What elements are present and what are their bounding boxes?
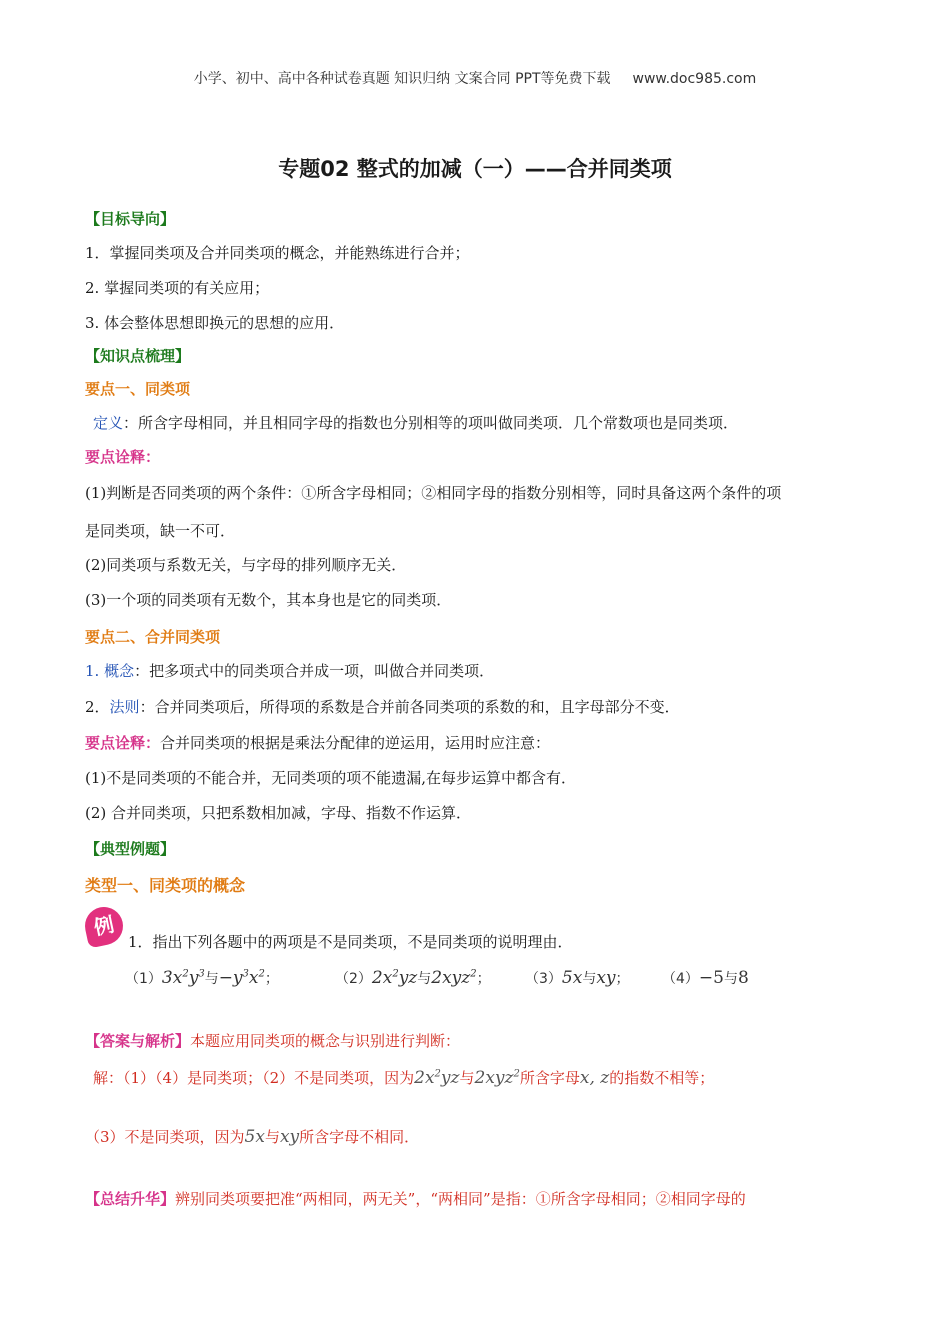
point1-note-3: (3)一个项的同类项有无数个，其本身也是它的同类项． bbox=[85, 591, 452, 609]
answer-tag: 【答案与解析】 bbox=[85, 1032, 191, 1050]
point2-note-1: (1)不是同类项的不能合并，无同类项的项不能遗漏,在每步运算中都含有． bbox=[85, 769, 577, 787]
point1-notes-label: 要点诠释： bbox=[85, 448, 161, 466]
rule-line bbox=[85, 696, 680, 717]
question-1: 1．指出下列各题中的两项是不是同类项，不是同类项的说明理由． bbox=[128, 933, 573, 951]
type1-heading: 类型一、同类项的概念 bbox=[85, 876, 246, 895]
point1-note-1a: (1)判断是否同类项的两个条件：①所含字母相同；②相同字母的指数分别相等，同时具备这两个条件的项 bbox=[85, 484, 782, 502]
question-item-2: $(2)2x^2yz$与2xyz$^2$； bbox=[335, 968, 491, 988]
solution-line-2: （3）不是同类项，因为5x与xy所含字母不相同． bbox=[85, 1127, 420, 1147]
question-item-1: $(1)3x^2y^3$与$-y^3x^2$； bbox=[125, 968, 279, 988]
summary-line bbox=[85, 1188, 746, 1209]
rule-text: ：合并同类项后，所得项的系数是合并前各同类项的系数的和，且字母部分不变． bbox=[139, 698, 680, 716]
knowledge-heading: 【知识点梳理】 bbox=[85, 347, 191, 365]
goal-item-3: 3. 体会整体思想即换元的思想的应用． bbox=[85, 314, 345, 332]
point2-notes-line bbox=[85, 732, 550, 753]
point1-note-2: (2)同类项与系数无关，与字母的排列顺序无关． bbox=[85, 556, 407, 574]
goals-heading: 【目标导向】 bbox=[85, 210, 176, 228]
examples-heading: 【典型例题】 bbox=[85, 840, 176, 858]
definition-line bbox=[93, 412, 738, 433]
definition-label: 定义 bbox=[93, 414, 124, 432]
header-text: 小学、初中、高中各种试卷真题 知识归纳 文案合同 PPT等免费下载 bbox=[193, 71, 611, 87]
point2-notes-text: 合并同类项的根据是乘法分配律的逆运用，运用时应注意： bbox=[160, 734, 551, 752]
goal-item-1: 1．掌握同类项及合并同类项的概念，并能熟练进行合并； bbox=[85, 244, 470, 262]
rule-label: 法则 bbox=[109, 698, 140, 716]
concept-line bbox=[85, 660, 494, 681]
page-header bbox=[0, 68, 950, 88]
point1-heading: 要点一、同类项 bbox=[85, 380, 191, 398]
answer-line bbox=[85, 1030, 460, 1051]
summary-text: 辨别同类项要把准“两相同，两无关”，“两相同”是指：①所含字母相同；②相同字母的 bbox=[175, 1190, 746, 1208]
definition-text: ：所含字母相同，并且相同字母的指数也分别相等的项叫做同类项．几个常数项也是同类项． bbox=[123, 414, 739, 432]
header-url[interactable]: www.doc985.com bbox=[632, 71, 757, 87]
answer-intro: 本题应用同类项的概念与识别进行判断： bbox=[190, 1032, 461, 1050]
point1-note-1b: 是同类项，缺一不可． bbox=[85, 522, 236, 540]
point2-heading: 要点二、合并同类项 bbox=[85, 628, 221, 646]
solution-line-1: 解：（1）（4）是同类项；（2）不是同类项，因为$2x^2yz$与2xyz$^2$所含字母x, z的指数不相等； bbox=[93, 1068, 715, 1088]
page-title: 专题02 整式的加减（一）——合并同类项 bbox=[278, 157, 672, 181]
concept-label: 1. 概念 bbox=[85, 662, 135, 680]
point2-notes-label: 要点诠释： bbox=[85, 734, 161, 752]
point2-note-2: (2) 合并同类项，只把系数相加减，字母、指数不作运算． bbox=[85, 804, 472, 822]
goal-item-2: 2. 掌握同类项的有关应用； bbox=[85, 279, 270, 297]
question-item-4: （4）−5与8 bbox=[662, 968, 749, 988]
example-badge: 例 bbox=[81, 903, 126, 948]
summary-tag: 【总结升华】 bbox=[85, 1190, 176, 1208]
concept-text: ：把多项式中的同类项合并成一项，叫做合并同类项． bbox=[134, 662, 495, 680]
question-item-3: （3）5x与xy； bbox=[525, 968, 630, 988]
rule-num: 2． bbox=[85, 698, 110, 716]
